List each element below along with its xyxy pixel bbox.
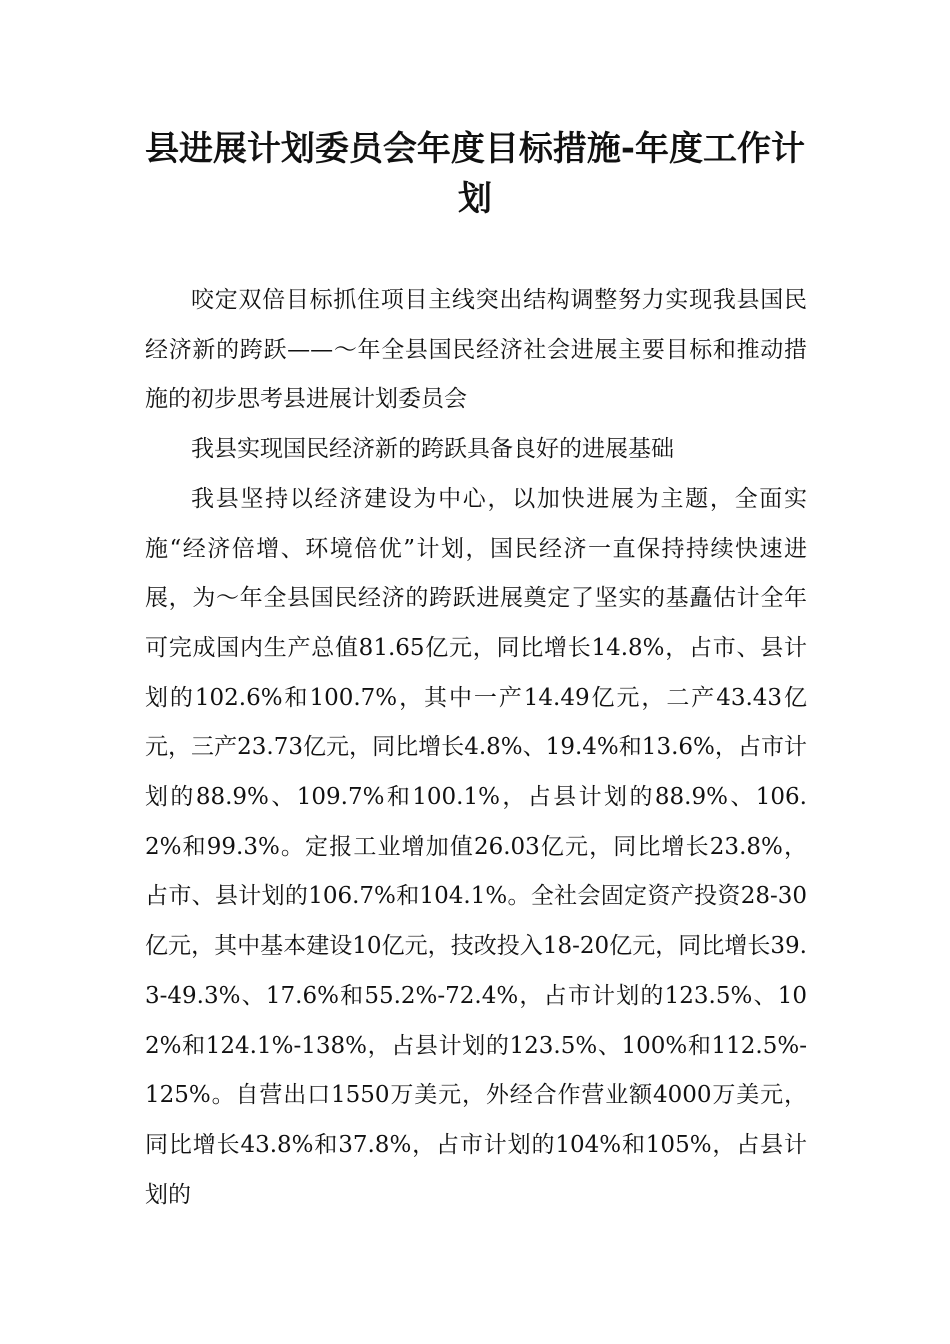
paragraph-economic-stats: 我县坚持以经济建设为中心，以加快进展为主题，全面实施“经济倍增、环境倍优”计划，国民经济一直保持持续快速进展，为～年全县国民经济的跨跃进展奠定了坚实的基矗估计全年可完成国内生产总值81.65亿元，同比增长14.8%，占市、县计划的102.6%和100.7%，其中一产14.49亿元，二产43.43亿元，三产23.73亿元，同比增长4.8%、19.4%和13.6%，占市计划的88.9%、109.7%和100.1%，占县计划的88.9%、106.2%和99.3%。定报工业增加值26.03亿元，同比增长23.8%，占市、县计划的106.7%和104.1%。全社会固定资产投资28-30亿元，其中基本建设10亿元，技改投入18-20亿元，同比增长39.3-49.3%、17.6%和55.2%-72.4%，占市计划的123.5%、102%和124.1%-138%，占县计划的123.5%、100%和112.5%-125%。自营出口1550万美元，外经合作营业额4000万美元，同比增长43.8%和37.8%，占市计划的104%和105%，占县计划的: [145, 485, 807, 1208]
paragraph-intro: 咬定双倍目标抓住项目主线突出结构调整努力实现我县国民经济新的跨跃——～年全县国民经济社会进展主要目标和推动措施的初步思考县进展计划委员会: [145, 287, 807, 413]
document-title: 县进展计划委员会年度目标措施-年度工作计划: [144, 129, 806, 219]
paragraph-heading: 我县实现国民经济新的跨跃具备良好的进展基础: [191, 436, 674, 463]
document-body: [145, 276, 807, 1220]
